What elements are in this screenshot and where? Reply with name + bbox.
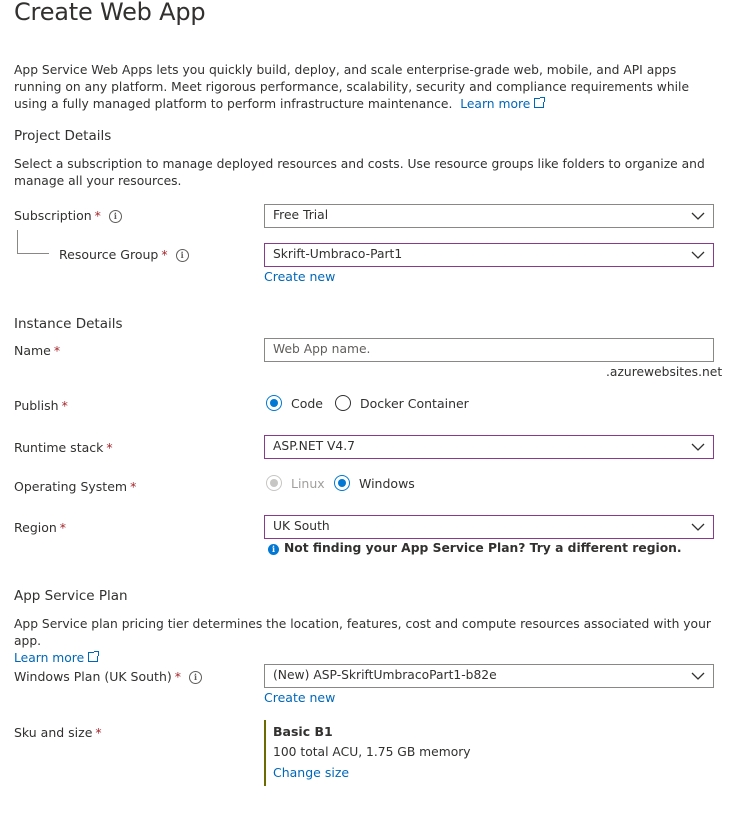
subscription-label [14, 208, 122, 223]
name-label-text: Name [14, 343, 51, 358]
intro-text [14, 62, 714, 113]
publish-label-text: Publish [14, 398, 59, 413]
tree-connector-vertical [17, 230, 18, 253]
chevron-down-icon [691, 520, 705, 534]
required-mark: * [106, 440, 113, 455]
required-mark: * [174, 669, 181, 684]
required-mark: * [95, 725, 102, 740]
operating-system-label-text: Operating System [14, 479, 128, 494]
chevron-down-icon [691, 209, 705, 223]
resource-group-label-text: Resource Group [59, 247, 159, 262]
app-service-plan-heading: App Service Plan [14, 588, 128, 604]
resource-group-dropdown[interactable] [264, 243, 714, 267]
plan-description-text: App Service plan pricing tier determines the location, features, cost and compute resources associated with your app. [14, 617, 711, 648]
tree-connector-horizontal [17, 253, 49, 254]
subscription-dropdown[interactable] [264, 204, 714, 228]
required-mark: * [59, 520, 67, 535]
sku-name: Basic B1 [273, 724, 333, 739]
region-label [14, 520, 66, 535]
chevron-down-icon [691, 669, 705, 683]
external-link-icon [88, 652, 98, 662]
publish-code-radio[interactable] [266, 395, 282, 411]
required-mark: * [161, 247, 168, 262]
os-linux-label: Linux [291, 476, 325, 491]
sku-accent-bar [264, 720, 266, 786]
project-details-heading: Project Details [14, 128, 112, 144]
required-mark: * [130, 479, 137, 494]
region-hint [268, 541, 682, 555]
domain-suffix: .azurewebsites.net [606, 365, 723, 379]
publish-code-label[interactable]: Code [291, 396, 324, 411]
sku-description: 100 total ACU, 1.75 GB memory [273, 745, 471, 759]
windows-plan-value: (New) ASP-SkriftUmbracoPart1-b82e [273, 668, 497, 682]
name-placeholder: Web App name. [273, 342, 371, 356]
os-linux-radio [266, 475, 282, 491]
sku-size-label-text: Sku and size [14, 725, 93, 740]
subscription-value: Free Trial [273, 208, 329, 222]
change-size-link[interactable]: Change size [273, 765, 350, 780]
intro-description: App Service Web Apps lets you quickly build, deploy, and scale enterprise-grade web, mobile, and API apps running on any platform. Meet rigorous performance, scalability, security and compliance requirements while using a fully managed platform to perform infrastructure maintenance. [14, 63, 690, 111]
required-mark: * [53, 343, 61, 358]
external-link-icon [534, 98, 544, 108]
runtime-stack-dropdown[interactable] [264, 435, 714, 459]
publish-label [14, 398, 68, 413]
subscription-label-text: Subscription [14, 208, 92, 223]
plan-learn-more-link[interactable] [14, 651, 98, 665]
chevron-down-icon [691, 440, 705, 454]
chevron-down-icon [691, 248, 705, 262]
runtime-stack-label [14, 440, 113, 455]
resource-group-value: Skrift-Umbraco-Part1 [273, 247, 403, 261]
required-mark: * [61, 398, 68, 413]
project-details-description: Select a subscription to manage deployed resources and costs. Use resource groups like folders to organize and manage all your resources. [14, 157, 705, 188]
os-windows-radio[interactable] [334, 475, 350, 491]
region-label-text: Region [14, 520, 57, 535]
info-icon[interactable]: i [176, 249, 189, 262]
publish-docker-label[interactable]: Docker Container [360, 396, 469, 411]
os-windows-label[interactable]: Windows [359, 476, 415, 491]
sku-size-label [14, 725, 102, 740]
create-new-resource-group-link[interactable]: Create new [264, 269, 336, 284]
windows-plan-label [14, 669, 202, 684]
info-icon[interactable]: i [189, 671, 202, 684]
region-value: UK South [273, 519, 330, 533]
create-new-plan-link[interactable]: Create new [264, 690, 336, 705]
resource-group-label [59, 247, 189, 262]
app-service-plan-description [14, 616, 714, 667]
page-title: Create Web App [14, 0, 206, 26]
publish-docker-radio[interactable] [335, 395, 351, 411]
intro-learn-more-label: Learn more [460, 97, 531, 111]
region-hint-text: Not finding your App Service Plan? Try a different region. [284, 541, 682, 555]
plan-learn-more-label: Learn more [14, 651, 85, 665]
operating-system-label [14, 479, 136, 494]
required-mark: * [94, 208, 101, 223]
name-input[interactable] [264, 338, 714, 362]
runtime-stack-label-text: Runtime stack [14, 440, 104, 455]
region-dropdown[interactable] [264, 515, 714, 539]
windows-plan-label-text: Windows Plan (UK South) [14, 669, 172, 684]
info-icon[interactable]: i [109, 210, 122, 223]
instance-details-heading: Instance Details [14, 316, 123, 332]
intro-learn-more-link[interactable] [460, 97, 544, 111]
windows-plan-dropdown[interactable] [264, 664, 714, 688]
runtime-stack-value: ASP.NET V4.7 [273, 439, 355, 453]
info-filled-icon: i [268, 544, 279, 555]
name-label [14, 343, 60, 358]
